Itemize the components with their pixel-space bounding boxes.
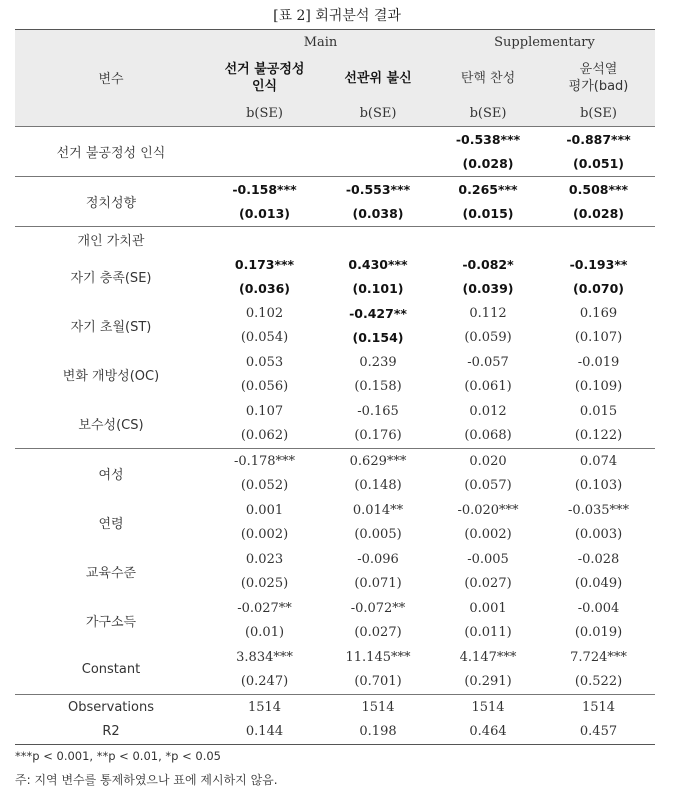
cell-value: 0.144 [207, 720, 322, 745]
header-coef-label: b(SE) [434, 102, 542, 126]
cell-b: 0.173*** [234, 256, 295, 272]
cell-se: (0.701) [354, 674, 402, 689]
cell-se: (0.052) [240, 478, 289, 493]
cell-se: (0.013) [239, 206, 290, 221]
cell-b: 4.147*** [459, 649, 517, 665]
cell-b: 0.508*** [542, 176, 655, 202]
cell-value: 1514 [542, 694, 655, 720]
cell-value: 0.457 [542, 720, 655, 745]
cell-b: 0.112 [469, 305, 507, 321]
cell-se: (0.036) [239, 281, 290, 296]
cell-se: (0.005) [354, 527, 402, 542]
cell-b: 0.014** [352, 502, 404, 518]
cell-b: 0.015 [579, 403, 618, 419]
cell-se: (0.107) [574, 330, 623, 345]
cell-b: 0.169 [579, 305, 618, 321]
header-col-yoon-evaluation: 윤석열 평가(bad) [542, 54, 655, 102]
cell-b: -0.538*** [434, 126, 542, 152]
cell-se: (0.122) [574, 428, 623, 443]
cell-se: (0.039) [462, 281, 514, 296]
cell-b: -0.165 [357, 403, 399, 419]
footnote: 주: 지역 변수를 통제하였으나 표에 제시하지 않음. [15, 773, 278, 787]
table-caption: [표 2] 회귀분석 결과 [273, 8, 401, 24]
cell-b: 0.430*** [348, 256, 408, 272]
cell-se: (0.522) [574, 674, 623, 689]
cell-value: 1514 [322, 694, 434, 720]
cell-se: (0.028) [462, 156, 514, 171]
cell-se: (0.056) [240, 379, 289, 394]
cell-se: (0.158) [354, 379, 402, 394]
cell-se: (0.059) [464, 330, 512, 345]
regression-table [15, 29, 655, 745]
cell-b: -0.020*** [457, 502, 519, 518]
cell-b: 0.001 [245, 502, 284, 518]
header-col-nec-distrust: 선관위 불신 [322, 54, 434, 102]
cell-b: -0.028 [577, 551, 620, 567]
cell-b: 0.107 [245, 403, 284, 419]
cell-b: -0.027** [237, 600, 292, 616]
cell-b: -0.072** [350, 600, 406, 616]
cell-b: -0.427** [349, 305, 407, 321]
header-coef-label: b(SE) [207, 102, 322, 126]
cell-se: (0.003) [574, 527, 623, 542]
cell-se: (0.002) [464, 527, 512, 542]
row-label-age: 연령 [98, 516, 124, 532]
regression-table-wrapper [15, 29, 655, 745]
cell-se: (0.019) [574, 625, 623, 640]
row-label-r2: R2 [15, 720, 207, 745]
row-group-personal-values: 개인 가치관 [15, 226, 207, 252]
row-label-observations: Observations [15, 694, 207, 720]
cell-se: (0.070) [573, 281, 624, 296]
cell-se: (0.061) [464, 379, 512, 394]
cell-se: (0.025) [240, 576, 289, 591]
header-variable: 변수 [15, 30, 207, 127]
row-label-election-unfairness: 선거 불공정성 인식 [15, 126, 207, 176]
cell-value: 1514 [434, 694, 542, 720]
header-col-impeachment-support: 탄핵 찬성 [434, 54, 542, 102]
cell-b: -0.019 [577, 354, 620, 370]
cell-se [207, 152, 322, 177]
cell-b: -0.158*** [207, 176, 322, 202]
cell-se: (0.015) [462, 206, 514, 221]
cell-se: (0.027) [464, 576, 512, 591]
row-label-education: 교육수준 [85, 565, 137, 581]
cell-se: (0.057) [464, 478, 512, 493]
significance-note: ***p < 0.001, **p < 0.01, *p < 0.05 [15, 749, 221, 763]
header-supplementary-group: Supplementary [434, 30, 655, 55]
cell-se: (0.054) [240, 330, 289, 345]
cell-b: 3.834*** [236, 649, 293, 665]
cell-se: (0.01) [244, 625, 285, 640]
row-label-conservation: 보수성(CS) [78, 417, 144, 433]
cell-b [207, 126, 322, 152]
row-label-self-enhancement: 자기 충족(SE) [70, 270, 152, 286]
cell-b: -0.096 [357, 551, 399, 567]
cell-se: (0.038) [352, 206, 404, 221]
cell-b: -0.005 [467, 551, 509, 567]
cell-b: -0.057 [467, 354, 509, 370]
cell-se: (0.176) [354, 428, 402, 443]
cell-b: 7.724*** [570, 649, 627, 665]
cell-b: 11.145*** [345, 649, 411, 665]
cell-b: -0.004 [577, 600, 620, 616]
cell-b: 0.265*** [434, 176, 542, 202]
cell-se: (0.051) [573, 156, 624, 171]
header-main-group: Main [207, 30, 434, 55]
cell-b [322, 126, 434, 152]
cell-value: 1514 [207, 694, 322, 720]
header-coef-label: b(SE) [542, 102, 655, 126]
cell-value: 0.198 [322, 720, 434, 745]
cell-b: 0.012 [469, 403, 507, 419]
cell-se: (0.068) [464, 428, 512, 443]
row-label-female: 여성 [15, 448, 207, 498]
cell-se: (0.291) [464, 674, 512, 689]
cell-se: (0.002) [240, 527, 289, 542]
header-col-election-unfairness: 선거 불공정성 인식 [207, 54, 322, 102]
cell-b: -0.553*** [322, 176, 434, 202]
cell-se: (0.154) [352, 330, 404, 345]
row-label-constant: Constant [81, 661, 141, 677]
cell-se: (0.101) [352, 281, 404, 296]
cell-b: 0.020 [434, 448, 542, 474]
row-label-openness: 변화 개방성(OC) [62, 368, 160, 384]
cell-se: (0.049) [574, 576, 623, 591]
row-label-income: 가구소득 [85, 614, 137, 630]
cell-b: -0.178*** [207, 448, 322, 474]
cell-value: 0.464 [434, 720, 542, 745]
cell-se: (0.062) [240, 428, 289, 443]
cell-se: (0.247) [240, 674, 289, 689]
cell-se: (0.148) [354, 478, 402, 493]
cell-b: -0.082* [462, 256, 514, 272]
cell-b: 0.629*** [322, 448, 434, 474]
cell-b: -0.193** [569, 256, 628, 272]
cell-se [322, 152, 434, 177]
cell-b: 0.023 [245, 551, 284, 567]
cell-b: 0.053 [245, 354, 284, 370]
row-label-self-transcendence: 자기 초월(ST) [70, 319, 152, 335]
cell-b: -0.887*** [542, 126, 655, 152]
cell-b: 0.001 [469, 600, 507, 616]
cell-se: (0.071) [354, 576, 402, 591]
cell-b: -0.035*** [567, 502, 630, 518]
row-label-political-orientation: 정치성향 [15, 176, 207, 226]
cell-se: (0.109) [574, 379, 623, 394]
cell-b: 0.102 [245, 305, 284, 321]
header-coef-label: b(SE) [322, 102, 434, 126]
cell-se: (0.028) [573, 206, 624, 221]
cell-b: 0.074 [542, 448, 655, 474]
cell-b: 0.239 [359, 354, 397, 370]
cell-se: (0.011) [464, 625, 512, 640]
cell-se: (0.027) [354, 625, 402, 640]
cell-se: (0.103) [574, 478, 623, 493]
